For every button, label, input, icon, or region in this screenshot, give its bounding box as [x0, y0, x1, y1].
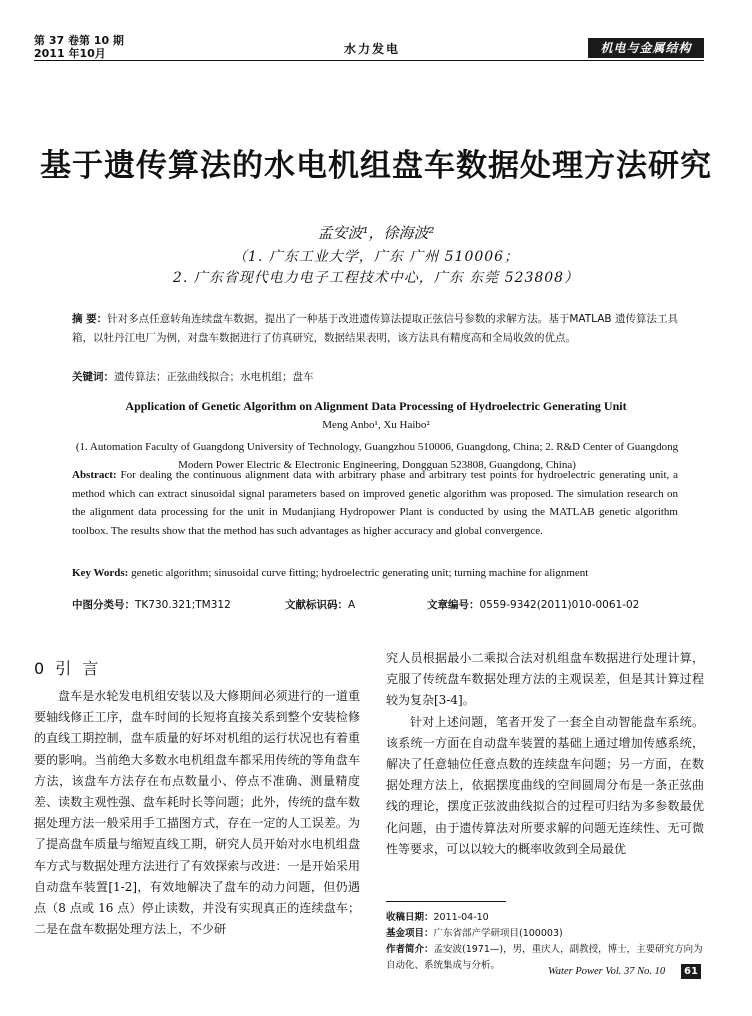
clc-value: TK730.321;TM312 [135, 599, 231, 611]
received-label: 收稿日期： [386, 912, 434, 923]
article-number-value: 0559-9342(2011)010-0061-02 [479, 599, 640, 611]
header-rule [34, 60, 704, 61]
bio-label: 作者简介： [386, 944, 434, 955]
footnote-received [386, 910, 704, 926]
abstract-cn-text: 针对多点任意转角连续盘车数据，提出了一种基于改进遗传算法提取正弦信号参数的求解方法。基于MATLAB 遗传算法工具箱，以牡丹江电厂为例，对盘车数据进行了仿真研究，数据结果表明，该方法具有精度高和全局收敛的优点。 [72, 313, 678, 344]
english-abstract-text: For dealing the continuous alignment data with arbitrary phase and arbitrary test points for hydroelectric generating unit, a method which can extract sinusoidal signal parameters based on improved genetic algorithm was proposed. The simulation research on the alignment data processing for the unit in Mudanjiang Hydropower Plant is conducted by using the MATLAB genetic algorithm toolbox. The results show that the method has such advantages as higher accuracy and global convergence. [72, 469, 678, 537]
english-authors: Meng Anbo¹, Xu Haibo² [322, 419, 430, 431]
volume-issue: 第 37 卷第 10 期 [34, 34, 124, 47]
clc-label: 中图分类号： [72, 599, 135, 611]
journal-name: 水力发电 [344, 42, 401, 56]
english-title: Application of Genetic Algorithm on Alignment Data Processing of Hydroelectric Generating Unit [125, 399, 627, 413]
affiliation-1: （1. 广东工业大学，广东 广州 510006； [232, 249, 520, 265]
keywords-cn-text: 遗传算法；正弦曲线拟合；水电机组；盘车 [114, 371, 314, 383]
body-right-column [386, 648, 704, 860]
article-number [427, 597, 639, 612]
fund-value: 广东省部产学研项目(100003) [433, 928, 563, 939]
issue-date: 2011 年10月 [34, 47, 106, 60]
page-number: 61 [681, 964, 701, 979]
abstract-cn [72, 310, 678, 348]
abstract-cn-label: 摘 要： [72, 313, 108, 325]
english-abstract [72, 466, 678, 540]
authors: 孟安波¹，徐海波² [317, 224, 435, 242]
article-number-label: 文章编号： [427, 599, 480, 611]
doc-code-value: A [348, 599, 356, 611]
paper-title: 基于遗传算法的水电机组盘车数据处理方法研究 [40, 148, 712, 184]
fund-label: 基金项目： [386, 928, 434, 939]
issue-info [34, 34, 124, 60]
english-affiliation: (1. Automation Faculty of Guangdong University of Technology, Guangzhou 510006, Guangdong, China; 2. R&D Center of Guangdong Modern Power Electric & Electronic Engineering, Dongguan 523808, Guangdong, China) [75, 441, 679, 471]
document-code [285, 597, 355, 612]
keywords-cn-label: 关键词： [72, 371, 114, 383]
english-keywords-label: Key Words: [72, 567, 129, 579]
doc-code-label: 文献标识码： [285, 599, 348, 611]
clc-number [72, 597, 231, 612]
column-badge: 机电与金属结构 [588, 38, 704, 58]
footnotes [386, 910, 704, 974]
body-paragraph: 究人员根据最小二乘拟合法对机组盘车数据进行处理计算，克服了传统盘车数据处理方法的主观误差，但是其计算过程较为复杂[3-4]。 [386, 651, 704, 708]
english-keywords-text: genetic algorithm; sinusoidal curve fitting; hydroelectric generating unit; turning machine for alignment [131, 567, 589, 579]
keywords-cn [72, 368, 678, 387]
body-paragraph: 盘车是水轮发电机组安装以及大修期间必须进行的一道重要轴线修正工序，盘车时间的长短将直接关系到整个安装检修的直线工期控制，盘车质量的好坏对机组的运行状况也有着重要的影响。当前绝大多数水电机组盘车都采用传统的等角盘车方法，该盘车方法存在布点数量小、停点不准确、测量精度差、读数主观性强、盘车耗时长等问题；此外，传统的盘车数据处理方法一般采用手工描图方式，存在一定的人工误差。为了提高盘车质量与缩短直线工期，研究人员开始对水电机组盘车方式与数据处理方法进行了有效探索与改进：一是开始采用自动盘车装置[1-2]，有效地解决了盘车的动力问题，但仍遇点（8 点或 16 点）停止读数，并没有实现真正的连续盘车；二是在盘车数据处理方法上，不少研 [34, 689, 360, 937]
footer-journal: Water Power Vol. 37 No. 10 [548, 966, 666, 977]
affiliation-2: 2. 广东省现代电力电子工程技术中心，广东 东莞 523808） [172, 270, 580, 286]
body-left-column [34, 686, 360, 940]
body-paragraph: 针对上述问题，笔者开发了一套全自动智能盘车系统。该系统一方面在自动盘车装置的基础上通过增加传感系统，解决了任意轴位任意点数的连续盘车问题；另一方面，在数据处理方法上，依据摆度曲线的空间圆周分布是一条正弦曲线的理论，摆度正弦波曲线拟合的过程可归结为多参数最优化问题，由于遗传算法对所要求解的问题无连续性、无可微性等要求，可以以较大的概率收敛到全局最优 [386, 714, 704, 856]
footnote-rule [386, 901, 506, 902]
footnote-fund [386, 926, 704, 942]
received-value: 2011-04-10 [433, 912, 489, 923]
english-abstract-label: Abstract: [72, 469, 117, 481]
bio-value: 孟安波(1971—)，男，重庆人，副教授，博士，主要研究方向为自动化、系统集成与分析。 [386, 944, 703, 971]
section-heading: 0 引 言 [34, 659, 102, 678]
english-keywords [72, 567, 678, 579]
